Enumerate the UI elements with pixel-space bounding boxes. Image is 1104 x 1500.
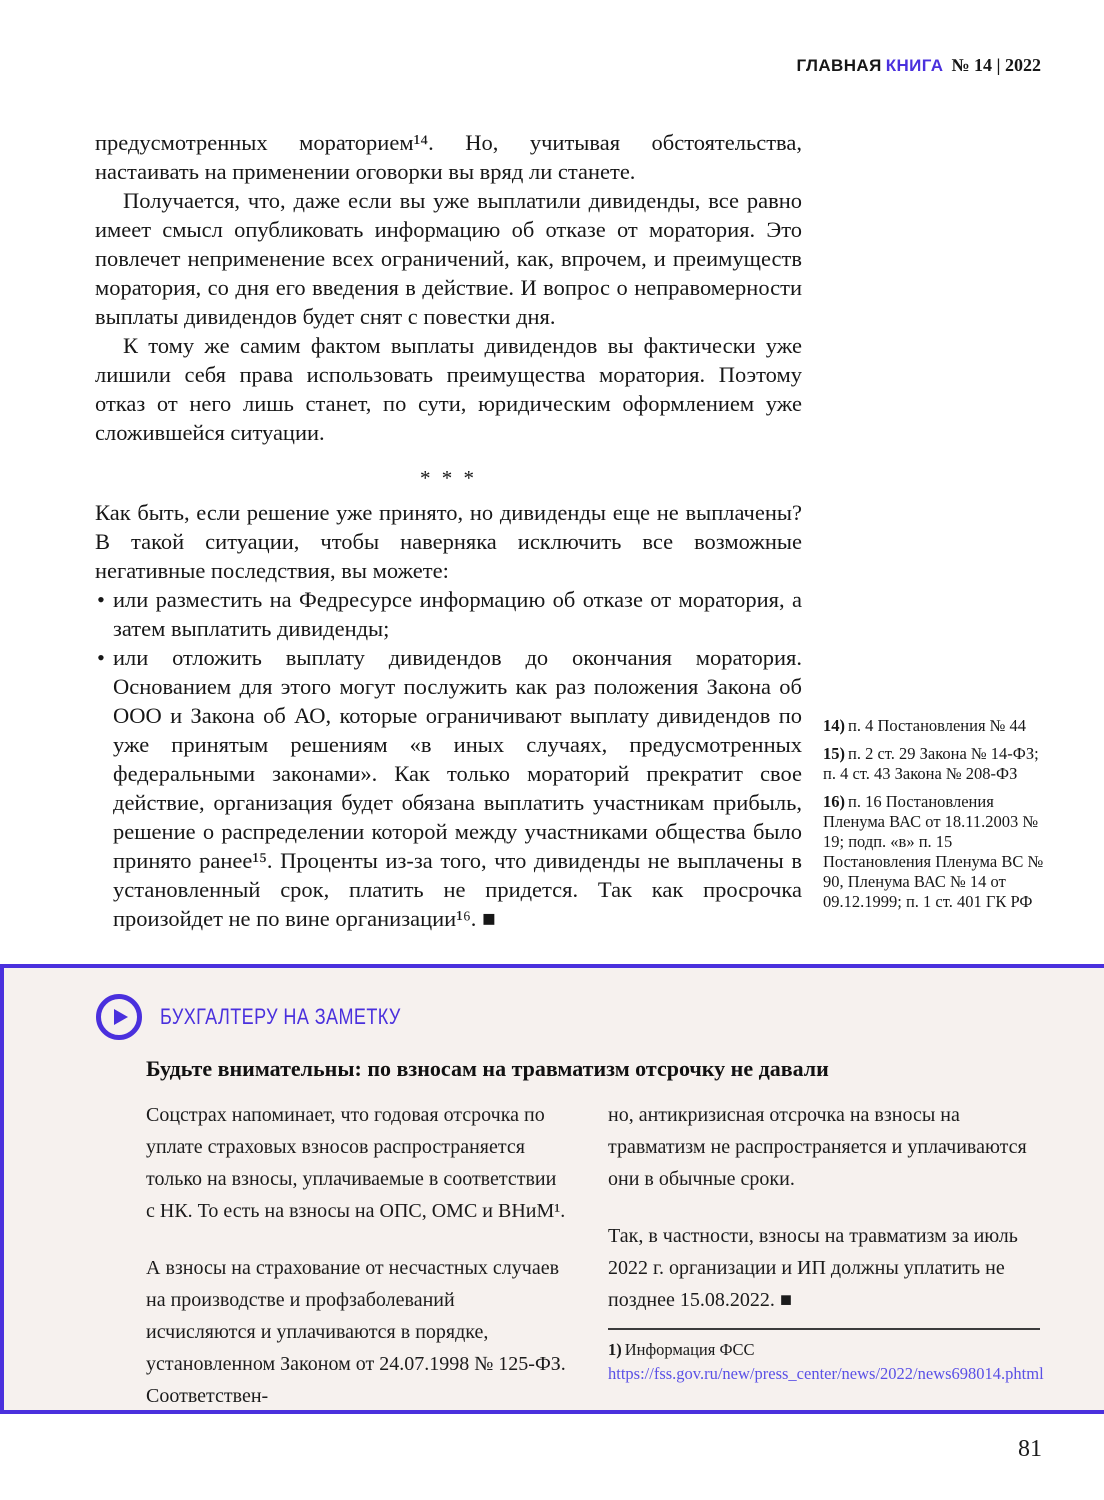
footnote-number: 14) [823,716,845,735]
article-paragraph: К тому же самим фактом выплаты дивидендов вы фактически уже лишили себя права использовать преимущества моратория. Поэтому отказ от него лишь станет, по сути, юридическим оформлением уже сложившейся ситуации. [95,333,802,445]
note-rubric-label: БУХГАЛТЕРУ НА ЗАМЕТКУ [160,1004,401,1029]
footnote-text: Информация ФСС [624,1340,755,1359]
note-paragraph: Соцстрах напоминает, что годовая отсрочка по уплате страховых взносов распространяется только на взносы, уплачиваемые в соответствии с НК. То есть на взносы на ОПС, ОМС и ВНиМ¹. [146,1104,566,1222]
note-column-left [146,1099,566,1437]
footnote-number: 16) [823,792,845,811]
footnote-number: 15) [823,744,845,763]
section-separator: * * * [420,466,477,490]
note-columns [146,1099,1104,1437]
bullet-list [95,585,802,933]
page-number: 81 [1018,1436,1042,1462]
note-title: Будьте внимательны: по взносам на травматизм отсрочку не давали [146,1056,829,1081]
footnote-item [823,792,1044,912]
note-header [96,994,1104,1040]
article-paragraph: предусмотренных мораторием¹⁴. Но, учитывая обстоятельства, настаивать на применении оговорки вы вряд ли станете. [95,130,802,184]
note-column-right [608,1099,1044,1437]
issue-number: № 14 | 2022 [951,55,1041,75]
magazine-name-accent: КНИГА [885,56,944,75]
note-paragraph: Так, в частности, взносы на травматизм за июль 2022 г. организации и ИП должны уплатить не позднее 15.08.2022. ■ [608,1225,1018,1311]
note-paragraph: но, антикризисная отсрочка на взносы на травматизм не распространяется и уплачиваются они в обычные сроки. [608,1104,1027,1190]
accountant-note-box [0,964,1104,1414]
footnote-divider [608,1328,1040,1330]
note-footnote [608,1338,1044,1386]
note-paragraph: А взносы на страхование от несчастных случаев на производстве и профзаболеваний исчисляются и уплачиваются в порядке, установленном Законом от 24.07.1998 № 125-ФЗ. Соответствен- [146,1257,566,1407]
list-item: • или разместить на Федресурсе информацию об отказе от моратория, а затем выплатить дивиденды; [95,585,802,643]
footnote-text: п. 16 Постановления Пленума ВАС от 18.11.2003 № 19; подп. «в» п. 15 Постановления Пленума ВС № 90, Пленума ВАС № 14 от 09.12.1999; п. 1 ст. 401 ГК РФ [823,792,1044,911]
play-icon [96,994,142,1040]
page-header [796,55,1041,76]
footnote-link[interactable]: https://fss.gov.ru/new/press_center/news/2022/news698014.phtml [608,1364,1044,1383]
article-paragraph: Получается, что, даже если вы уже выплатили дивиденды, все равно имеет смысл опубликовать информацию об отказе от моратория. Это повлечет неприменение всех ограничений, как, впрочем, и преимуществ моратория, со дня его введения в действие. И вопрос о неправомерности выплаты дивидендов будет снят с повестки дня. [95,188,802,329]
magazine-name: ГЛАВНАЯ [796,56,882,75]
article-body [95,128,802,933]
footnote-number: 1) [608,1340,622,1359]
article-paragraph: Как быть, если решение уже принято, но дивиденды еще не выплачены? В такой ситуации, чтобы наверняка исключить все возможные негативные последствия, вы можете: [95,500,802,583]
sidebar-footnotes [823,716,1044,920]
footnote-text: п. 4 Постановления № 44 [848,716,1027,735]
footnote-text: п. 2 ст. 29 Закона № 14-ФЗ; п. 4 ст. 43 Закона № 208-ФЗ [823,744,1039,783]
footnote-item [823,716,1044,736]
play-triangle-icon [114,1009,128,1025]
list-item: • или отложить выплату дивидендов до окончания моратория. Основанием для этого могут послужить как раз положения Закона об ООО и Закона об АО, которые ограничивают выплату дивидендов по уже принятым решениям «в иных случаях, предусмотренных федеральными законами». Как только мораторий прекратит свое действие, организация будет обязана выплатить участникам прибыль, решение о распределении которой между участниками общества было принято ранее¹⁵. Проценты из-за того, что дивиденды не выплачены в установленный срок, платить не придется. Так как просрочка произойдет не по вине организации¹⁶. ■ [95,643,802,933]
footnote-item [823,744,1044,784]
